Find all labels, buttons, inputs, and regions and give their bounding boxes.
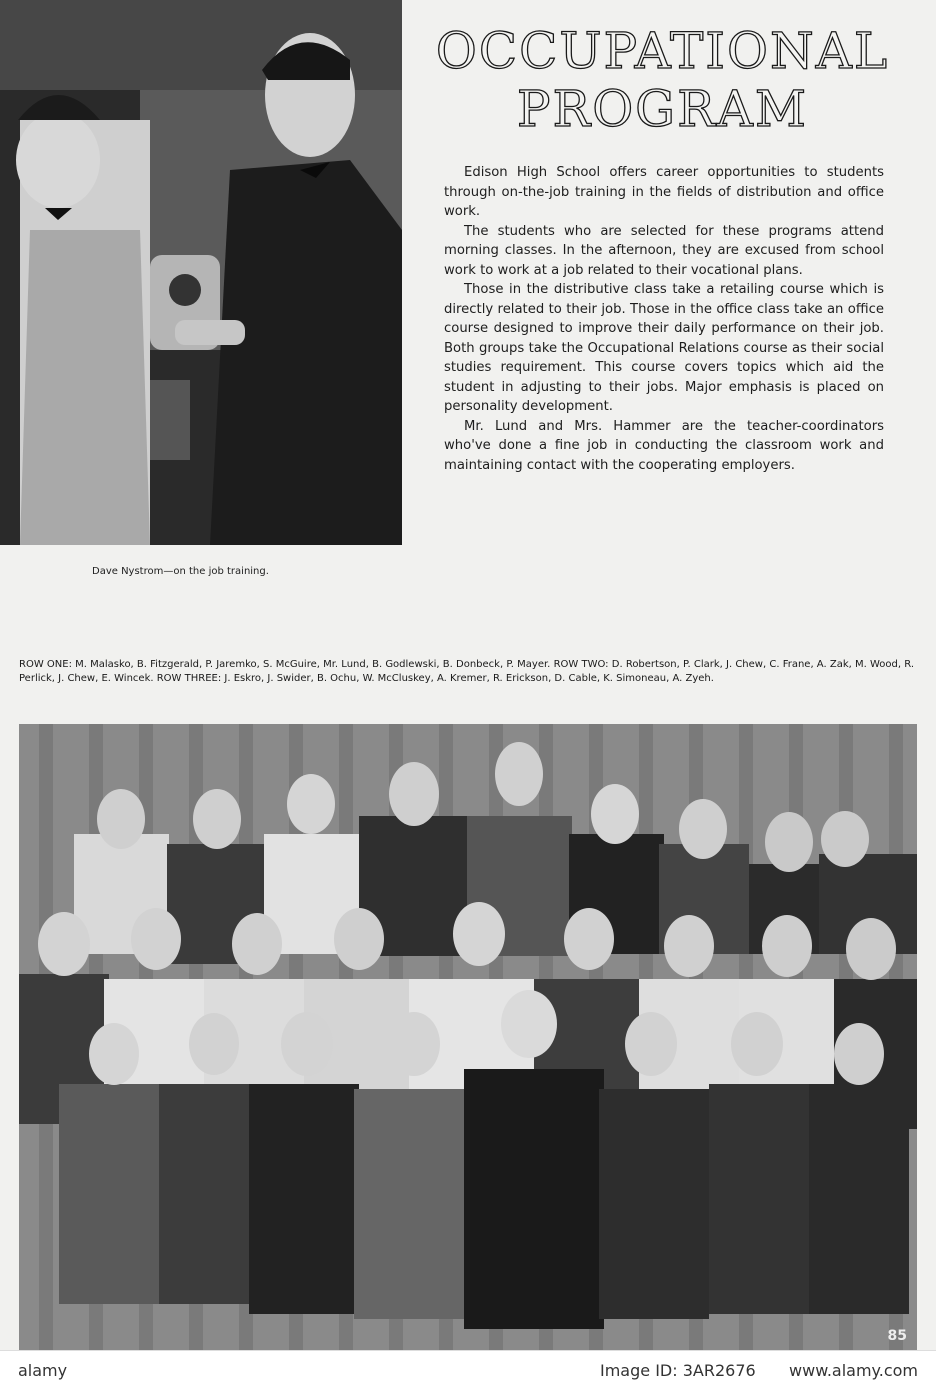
paragraph: The students who are selected for these programs attend morning classes. In the afternoon, they are excused from school work to work at a job related to their vocational plans. bbox=[444, 223, 884, 278]
row-three-label: ROW THREE: bbox=[156, 673, 222, 684]
photo-caption: Dave Nystrom—on the job training. bbox=[92, 566, 269, 577]
row-two-label: ROW TWO: bbox=[553, 659, 609, 670]
paragraph: Those in the distributive class take a retailing course which is directly related to their job. Those in the office class take an office course designed to improve their daily performance on their job. Both groups take the Occupational Relations course as their social studies requirement. This course covers topics which aid the student in adjusting to their jobs. Major emphasis is placed on personality development. bbox=[444, 282, 884, 414]
row-three-names: J. Eskro, J. Swider, B. Ochu, W. McCluskey, A. Kremer, R. Erickson, D. Cable, K. Simoneau, A. Zyeh. bbox=[224, 673, 714, 684]
paragraph: Edison High School offers career opportunities to students through on-the-job training in the fields of distribution and office work. bbox=[444, 165, 884, 219]
group-roster bbox=[19, 658, 914, 686]
row-one-label: ROW ONE: bbox=[19, 659, 72, 670]
page-title bbox=[410, 22, 915, 138]
page-title-line-2: PROGRAM bbox=[516, 80, 809, 138]
group-photo bbox=[19, 724, 917, 1350]
stock-footer bbox=[0, 1350, 936, 1391]
row-one-names: M. Malasko, B. Fitzgerald, P. Jaremko, S. McGuire, Mr. Lund, B. Godlewski, B. Donbeck, P. Mayer. bbox=[75, 659, 551, 670]
page-number: 85 bbox=[887, 1328, 907, 1344]
brand-logo: alamy bbox=[18, 1361, 68, 1380]
paragraph: Mr. Lund and Mrs. Hammer are the teacher-coordinators who've done a fine job in conducting the classroom work and maintaining contact with the cooperating employers. bbox=[444, 418, 884, 473]
group-photo-image bbox=[19, 724, 917, 1350]
footer-url: www.alamy.com bbox=[789, 1361, 918, 1380]
row-two-names: D. Robertson, P. Clark, J. Chew, C. Frane, A. Zak, M. Wood, R. Perlick, J. Chew, E. Wincek. bbox=[19, 659, 915, 684]
photo-job-training bbox=[0, 0, 402, 545]
image-id: Image ID: 3AR2676 bbox=[600, 1361, 756, 1380]
photo-job-training-image bbox=[0, 0, 402, 545]
page-title-line-1: OCCUPATIONAL bbox=[435, 22, 890, 80]
article-body bbox=[444, 163, 884, 475]
